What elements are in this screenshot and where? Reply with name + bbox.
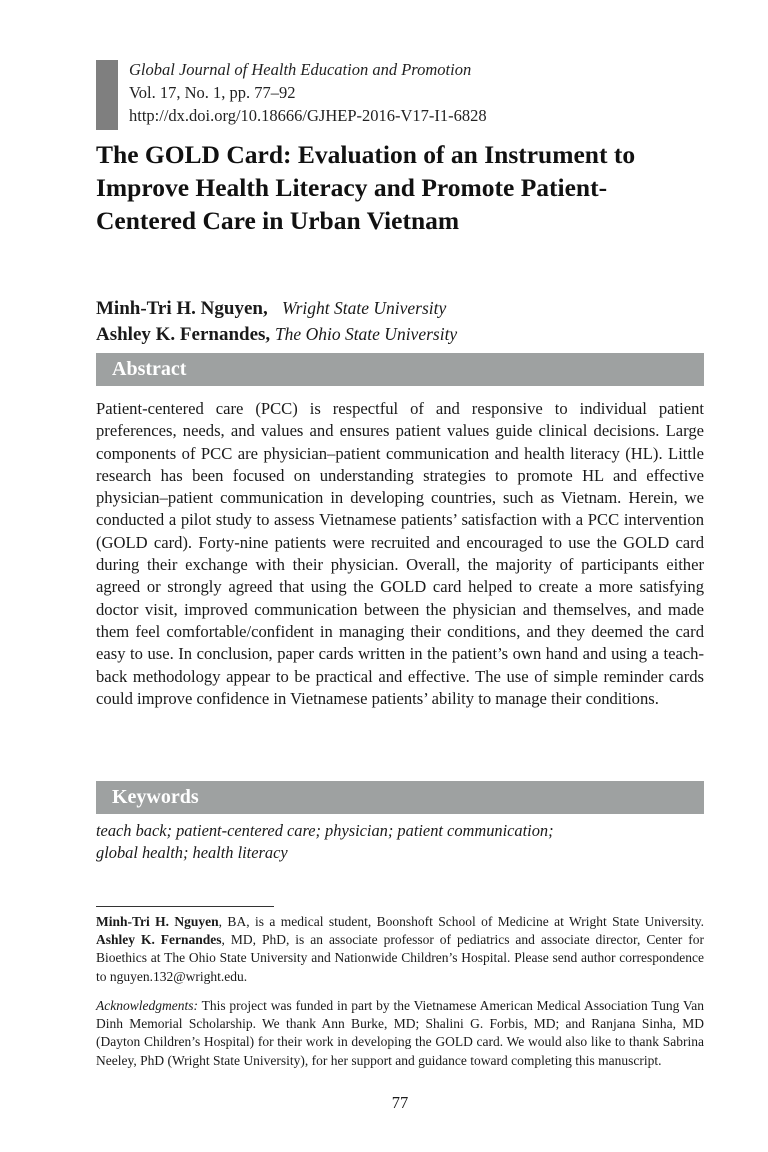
keywords-list — [96, 820, 704, 864]
page-number: 77 — [391, 1093, 409, 1112]
author-1 — [96, 296, 446, 321]
keywords-line-2: global health; health literacy — [96, 843, 288, 862]
footnote-author-1-desc: , BA, is a medical student, Boonshoft School of Medicine at Wright State University. — [218, 914, 704, 929]
author-2-name: Ashley K. Fernandes, — [96, 324, 271, 345]
journal-header-bar — [96, 60, 118, 130]
journal-info — [129, 58, 487, 127]
footnote-author-2-desc: , MD, PhD, is an associate professor of pediatrics and associate director, Center for Bioethics at The Ohio State University and Nationwide Children’s Hospital. Please send author correspondence to nguyen.132@wright.edu. — [96, 932, 704, 984]
author-2 — [96, 322, 457, 347]
author-footnote — [96, 913, 704, 986]
footnote-author-2-name: Ashley K. Fernandes — [96, 932, 222, 948]
footnote-divider — [96, 906, 274, 907]
abstract-heading: Abstract — [96, 353, 704, 386]
journal-volume: Vol. 17, No. 1, pp. 77–92 — [129, 83, 296, 102]
journal-name: Global Journal of Health Education and Promotion — [129, 60, 472, 79]
author-1-name: Minh-Tri H. Nguyen, — [96, 298, 268, 319]
keywords-line-1: teach back; patient-centered care; physician; patient communication; — [96, 821, 554, 840]
article-title: The GOLD Card: Evaluation of an Instrument to Improve Health Literacy and Promote Patient-Centered Care in Urban Vietnam — [96, 140, 636, 235]
acknowledgments-label: Acknowledgments: — [96, 998, 198, 1013]
author-2-affiliation: The Ohio State University — [274, 324, 458, 344]
journal-doi[interactable]: http://dx.doi.org/10.18666/GJHEP-2016-V17-I1-6828 — [129, 106, 487, 125]
author-1-affiliation: Wright State University — [281, 298, 447, 318]
acknowledgments-text: This project was funded in part by the Vietnamese American Medical Association Tung Van Dinh Memorial Scholarship. We thank Ann Burke, MD; Shalini G. Forbis, MD; and Ranjana Sinha, MD (Dayton Children’s Hospital) for their work in developing the GOLD card. We would also like to thank Sabrina Neeley, PhD (Wright State University), for her support and guidance toward completing this manuscript. — [96, 998, 704, 1068]
abstract-text: Patient-centered care (PCC) is respectful of and responsive to individual patient preferences, needs, and values and ensures patient values guide clinical decisions. Large components of PCC are physician–patient communication and health literacy (HL). Little research has been focused on understanding strategies to promote HL and effective physician–patient communication in developing countries, such as Vietnam. Herein, we conducted a pilot study to assess Vietnamese patients’ satisfaction with a PCC intervention (GOLD card). Forty-nine patients were recruited and encouraged to use the GOLD card during their exchange with their physician. Overall, the majority of participants either agreed or strongly agreed that using the GOLD card helped to create a more satisfying doctor visit, improved communication between the physician and themselves, and made them feel comfortable/confident in managing their conditions, and they deemed the card easy to use. In conclusion, paper cards written in the patient’s own hand and using a teach-back methodology appear to be practical and effective. The use of simple reminder cards could improve confidence in Vietnamese patients’ ability to manage their conditions. — [96, 399, 704, 708]
keywords-heading: Keywords — [96, 781, 704, 814]
footnote-author-1-name: Minh-Tri H. Nguyen — [96, 914, 219, 929]
acknowledgments-footnote — [96, 997, 704, 1070]
